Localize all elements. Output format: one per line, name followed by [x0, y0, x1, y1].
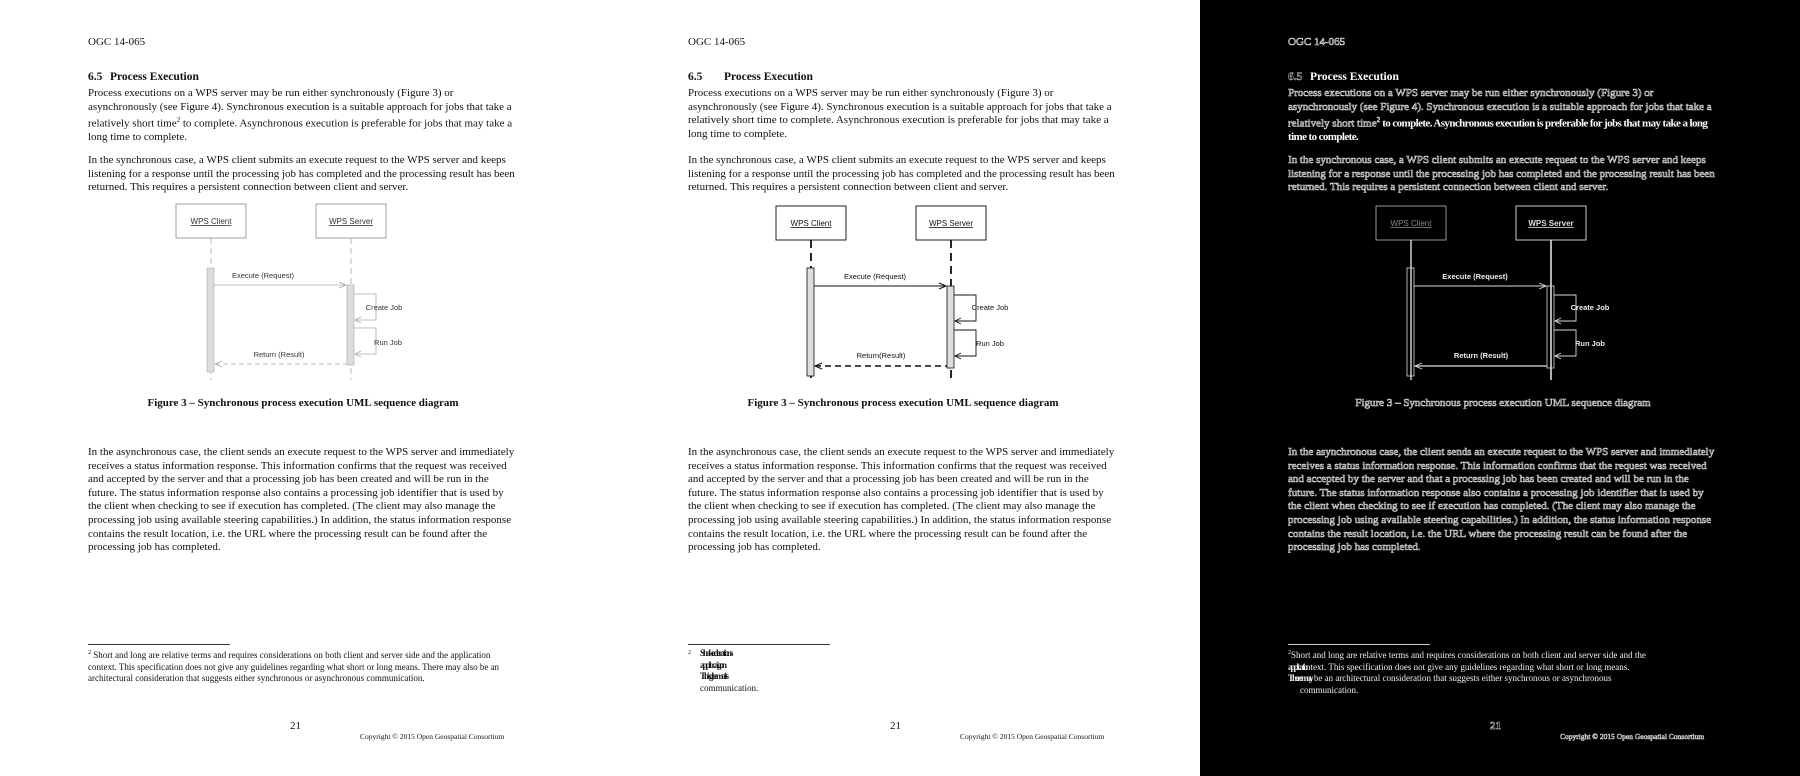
- create-job-label: Create Job: [365, 303, 403, 312]
- sequence-diagram: [750, 200, 1010, 388]
- footnote-line-4: communication.: [1300, 684, 1359, 695]
- footnote-line-1: Shakederations: [700, 648, 732, 658]
- paragraph-1: [688, 87, 1118, 141]
- paragraph-2: In the synchronous case, a WPS client submits an execute request to the WPS server and keeps listening for a response until the processing job has completed and the processing result has been returned. This requires a persistent connection between client and server.: [88, 154, 515, 194]
- footnote: [1288, 648, 1718, 696]
- section-title: Process Execution: [1310, 71, 1399, 83]
- section-heading: [88, 71, 199, 83]
- document-page-2: [600, 0, 1200, 776]
- footnote: [88, 648, 518, 685]
- figure-caption: Figure 3 – Synchronous process execution UML sequence diagram: [747, 397, 1059, 409]
- section-title: Process Execution: [724, 71, 813, 83]
- return-label: Return (Result): [1453, 351, 1509, 360]
- footnote-line-3-rest: be an architectural consideration that suggests either synchronous or asynchronous: [1311, 673, 1612, 683]
- server-activation: [947, 286, 954, 368]
- footnote-text: Short and long are relative terms and requires considerations on both client and server side and the application context. This specification does not give any guidelines regarding what short or long means. There may also be an architectural consideration that suggests either synchronous or asynchronous communication.: [88, 650, 500, 683]
- return-label: Return (Result): [253, 350, 305, 359]
- document-page-3-dark: [1200, 0, 1800, 776]
- paragraph-1-text: Process executions on a WPS server may be run either synchronously (Figure 3) or asynchronously (see Figure 4). Synchronous execution is a suitable approach for jobs that take a relatively short time: [1288, 87, 1712, 130]
- server-label: WPS Server: [1528, 219, 1574, 228]
- paragraph-1: [1288, 87, 1718, 145]
- figure-caption: Figure 3 – Synchronous process execution UML sequence diagram: [1355, 397, 1651, 409]
- section-heading: [1288, 71, 1399, 83]
- copyright: Copyright © 2015 Open Geospatial Consortium: [360, 732, 505, 741]
- paragraph-2: In the synchronous case, a WPS client submits an execute request to the WPS server and keeps listening for a response until the processing job has completed and the processing result has been returned. This requires a persistent connection between client and server.: [688, 154, 1115, 194]
- page-header: OGC 14-065: [88, 36, 146, 48]
- execute-label: Execute (Request): [1442, 272, 1508, 281]
- section-number: 6.5: [1288, 71, 1303, 83]
- footnote-line-2-rest: ntext. This specification does not give any guidelines regarding what short or long means.: [1306, 661, 1630, 672]
- section-number: 6.5: [88, 71, 103, 83]
- section-title: Process Execution: [110, 71, 199, 83]
- paragraph-1-rest: to complete. Asynchronous execution is preferable for jobs that may take a long time to complete.: [688, 114, 1109, 140]
- footnote-garbled: [688, 648, 1118, 694]
- copyright: Copyright © 2015 Open Geospatial Consortium: [960, 732, 1105, 741]
- footnote-line-1-text: Short and long are relative terms and requires considerations on both client and server side and the: [1291, 650, 1646, 660]
- footnote-ref: 2: [1376, 116, 1381, 125]
- footnote-line-3: [1288, 673, 1718, 685]
- footnote-mark: 2: [688, 650, 691, 656]
- paragraph-1-text: Process executions on a WPS server may be run either synchronously (Figure 3) or asynchronously (see Figure 4). Synchronous execution is a suitable approach for jobs that take a relatively short time: [88, 87, 512, 130]
- figure-caption: Figure 3 – Synchronous process execution UML sequence diagram: [147, 397, 459, 409]
- section-heading: [688, 71, 813, 83]
- footnote-line-1: [1288, 648, 1718, 662]
- create-job-label: Create Job: [971, 303, 1009, 312]
- client-activation: [207, 268, 214, 372]
- run-job-label: Run Job: [374, 338, 402, 347]
- footnote-line-3: Thisgleemaits: [700, 671, 727, 681]
- paragraph-1-text: Process executions on a WPS server may be run either synchronously (Figure 3) or asynchronously (see Figure 4). Synchronous execution is a suitable approach for jobs that take a relatively short time: [688, 87, 1112, 127]
- footnote-mark: 2: [88, 650, 91, 656]
- page-number: 21: [290, 720, 301, 732]
- create-job-label: Create Job: [1570, 303, 1610, 312]
- server-activation: [347, 285, 354, 365]
- footnote-line-4: communication.: [700, 682, 759, 693]
- sequence-diagram: [1350, 200, 1610, 388]
- client-activation: [807, 268, 814, 376]
- paragraph-1-rest: to complete. Asynchronous execution is preferable for jobs that may take a long time to complete.: [1288, 117, 1708, 144]
- footnote-rule: [1288, 644, 1430, 645]
- run-job-loop: [1554, 330, 1576, 356]
- footnote-line-2: [1288, 662, 1718, 674]
- return-label: Return(Result): [856, 351, 906, 360]
- footnote-mark: 2: [1288, 650, 1291, 656]
- client-label: WPS Client: [790, 219, 832, 228]
- paragraph-1: [88, 87, 518, 145]
- paragraph-3: In the asynchronous case, the client sends an execute request to the WPS server and immediately receives a status information response. This information confirms that the request was received and accepted by the server and that a processing job has been created and will be run in the future. The status information response also contains a processing job identifier that is used by the client when checking to see if execution has completed. (The client may also manage the processing job using available steering capabilities.) In addition, the status information response contains the result location, i.e. the URL where the processing result can be found after the processing job has completed.: [88, 446, 515, 554]
- page-number: 21: [890, 720, 901, 732]
- paragraph-2: In the synchronous case, a WPS client submits an execute request to the WPS server and keeps listening for a response until the processing job has completed and the processing result has been returned. This requires a persistent connection between client and server.: [1288, 154, 1715, 194]
- footnote-line-2-prefix: applicatio: [1288, 661, 1307, 672]
- client-label: WPS Client: [1390, 219, 1432, 228]
- run-job-loop: [954, 330, 976, 356]
- paragraph-1-rest: to complete. Asynchronous execution is preferable for jobs that may take a long time to complete.: [88, 117, 513, 144]
- footnote-line-2: appliocaigon: [700, 659, 726, 670]
- footnote-rule: [688, 644, 830, 645]
- copyright: Copyright © 2015 Open Geospatial Consortium: [1560, 732, 1705, 741]
- page-header: OGC 14-065: [688, 36, 746, 48]
- section-number: 6.5: [688, 71, 703, 83]
- sequence-diagram: [150, 200, 410, 388]
- server-label: WPS Server: [928, 219, 974, 228]
- run-job-label: Run Job: [976, 339, 1004, 348]
- footnote-line-3-prefix: There may: [1288, 673, 1312, 683]
- run-job-loop: [354, 328, 376, 354]
- document-page-1: [0, 0, 600, 776]
- client-label: WPS Client: [190, 217, 232, 226]
- page-header: OGC 14-065: [1288, 36, 1346, 48]
- paragraph-3: In the asynchronous case, the client sends an execute request to the WPS server and immediately receives a status information response. This information confirms that the request was received and accepted by the server and that a processing job has been created and will be run in the future. The status information response also contains a processing job identifier that is used by the client when checking to see if execution has completed. (The client may also manage the processing job using available steering capabilities.) In addition, the status information response contains the result location, i.e. the URL where the processing result can be found after the processing job has completed.: [1288, 446, 1715, 554]
- execute-label: Execute (Request): [843, 272, 907, 281]
- run-job-label: Run Job: [1575, 339, 1605, 348]
- page-number: 21: [1490, 720, 1501, 732]
- footnote-rule: [88, 644, 230, 645]
- paragraph-3: In the asynchronous case, the client sends an execute request to the WPS server and immediately receives a status information response. This information confirms that the request was received and accepted by the server and that a processing job has been created and will be run in the future. The status information response also contains a processing job identifier that is used by the client when checking to see if execution has completed. (The client may also manage the processing job using available steering capabilities.) In addition, the status information response contains the result location, i.e. the URL where the processing result can be found after the processing job has completed.: [688, 446, 1115, 554]
- server-label: WPS Server: [328, 217, 374, 226]
- execute-label: Execute (Request): [231, 271, 295, 280]
- footnote-ref: 2: [176, 116, 181, 125]
